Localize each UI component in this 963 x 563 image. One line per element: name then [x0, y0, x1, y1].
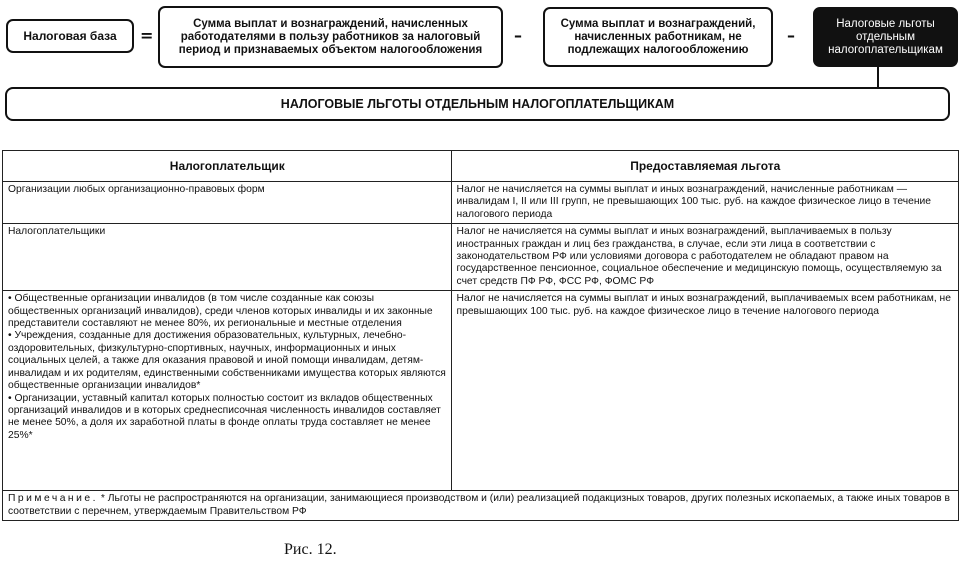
benefits-table: [2, 150, 959, 521]
tax-benefits-label: Налоговые льготы отдельным налогоплательщикам: [828, 17, 943, 56]
benefit-cell: Налог не начисляется на суммы выплат и иных вознаграждений, выплачиваемых всем работникам, не превышающих 100 тыс. руб. на каждое физическое лицо в течение налогового периода: [451, 291, 958, 491]
taxpayer-cell: Налогоплательщики: [3, 224, 452, 291]
list-item: • Общественные организации инвалидов (в том числе созданные как союзы общественных организаций инвалидов), среди членов которых инвалиды и их законные представители составляют не менее 80%, их региональные и местные отделения: [8, 293, 433, 330]
tax-base-label: Налоговая база: [23, 28, 117, 43]
table-row: [3, 291, 959, 491]
tax-benefits-box: [813, 7, 958, 67]
minus-sign-1: –: [514, 26, 522, 45]
header-benefit: Предоставляемая льгота: [451, 151, 958, 182]
table-header-row: [3, 151, 959, 182]
non-taxable-payments-box: [543, 7, 773, 67]
list-item: • Организации, уставный капитал которых полностью состоит из вкладов общественных организаций инвалидов и в которых среднесписочная численность инвалидов составляет не менее 50%, а доля их заработной платы в фонде оплаты труда составляет не менее 25%*: [8, 392, 441, 441]
tax-base-box: [6, 19, 134, 53]
accrued-payments-box: [158, 6, 503, 68]
note-cell: [3, 491, 959, 521]
taxpayer-cell: [3, 291, 452, 491]
note-text: * Льготы не распространяются на организации, занимающиеся производством и (или) реализацией подакцизных товаров, других полезных ископаемых, а также иных товаров в соответствии с перечнем, утверждаемым Правительством РФ: [8, 493, 950, 517]
note-row: [3, 491, 959, 521]
figure-caption: Рис. 12.: [284, 541, 337, 558]
accrued-payments-label: Сумма выплат и вознаграждений, начисленных работодателями в пользу работников за налоговый период и признаваемых объектом налогообложения: [178, 17, 483, 56]
banner-text: НАЛОГОВЫЕ ЛЬГОТЫ ОТДЕЛЬНЫМ НАЛОГОПЛАТЕЛЬЩИКАМ: [280, 97, 675, 111]
table-row: [3, 224, 959, 291]
benefit-cell: Налог не начисляется на суммы выплат и иных вознаграждений, начисленные работникам — инвалидам I, II или III групп, не превышающих 100 тыс. руб. на каждое физическое лицо в течение налогового периода: [451, 182, 958, 224]
table-row: [3, 182, 959, 224]
connector-line: [877, 66, 879, 88]
list-item: • Учреждения, созданные для достижения образовательных, культурных, лечебно-оздоровительных, физкультурно-спортивных, научных, информационных и иных социальных целей, а также для оказания правовой и иной помощи инвалидам, детям-инвалидам и их родителям, единственными собственниками имущества которых являются общественные организации инвалидов*: [8, 330, 446, 392]
note-label: Примечание.: [8, 493, 98, 505]
header-taxpayer: Налогоплательщик: [3, 151, 452, 182]
taxpayer-cell: Организации любых организационно-правовых форм: [3, 182, 452, 224]
benefit-cell: Налог не начисляется на суммы выплат и иных вознаграждений, выплачиваемых в пользу иностранных граждан и лиц без гражданства, в случае, если эти лица в соответствии с законодательством РФ или условиями договора с работодателем не обладают правом на государственное пенсионное, социальное обеспечение и медицинскую помощь, осуществляемую за счет средств ПФ РФ, ФСС РФ, ФОМС РФ: [451, 224, 958, 291]
non-taxable-payments-label: Сумма выплат и вознаграждений, начисленных работникам, не подлежащих налогообложению: [560, 17, 756, 56]
minus-sign-2: –: [787, 26, 795, 45]
equals-sign: =: [140, 26, 154, 45]
banner-title: [5, 87, 950, 121]
